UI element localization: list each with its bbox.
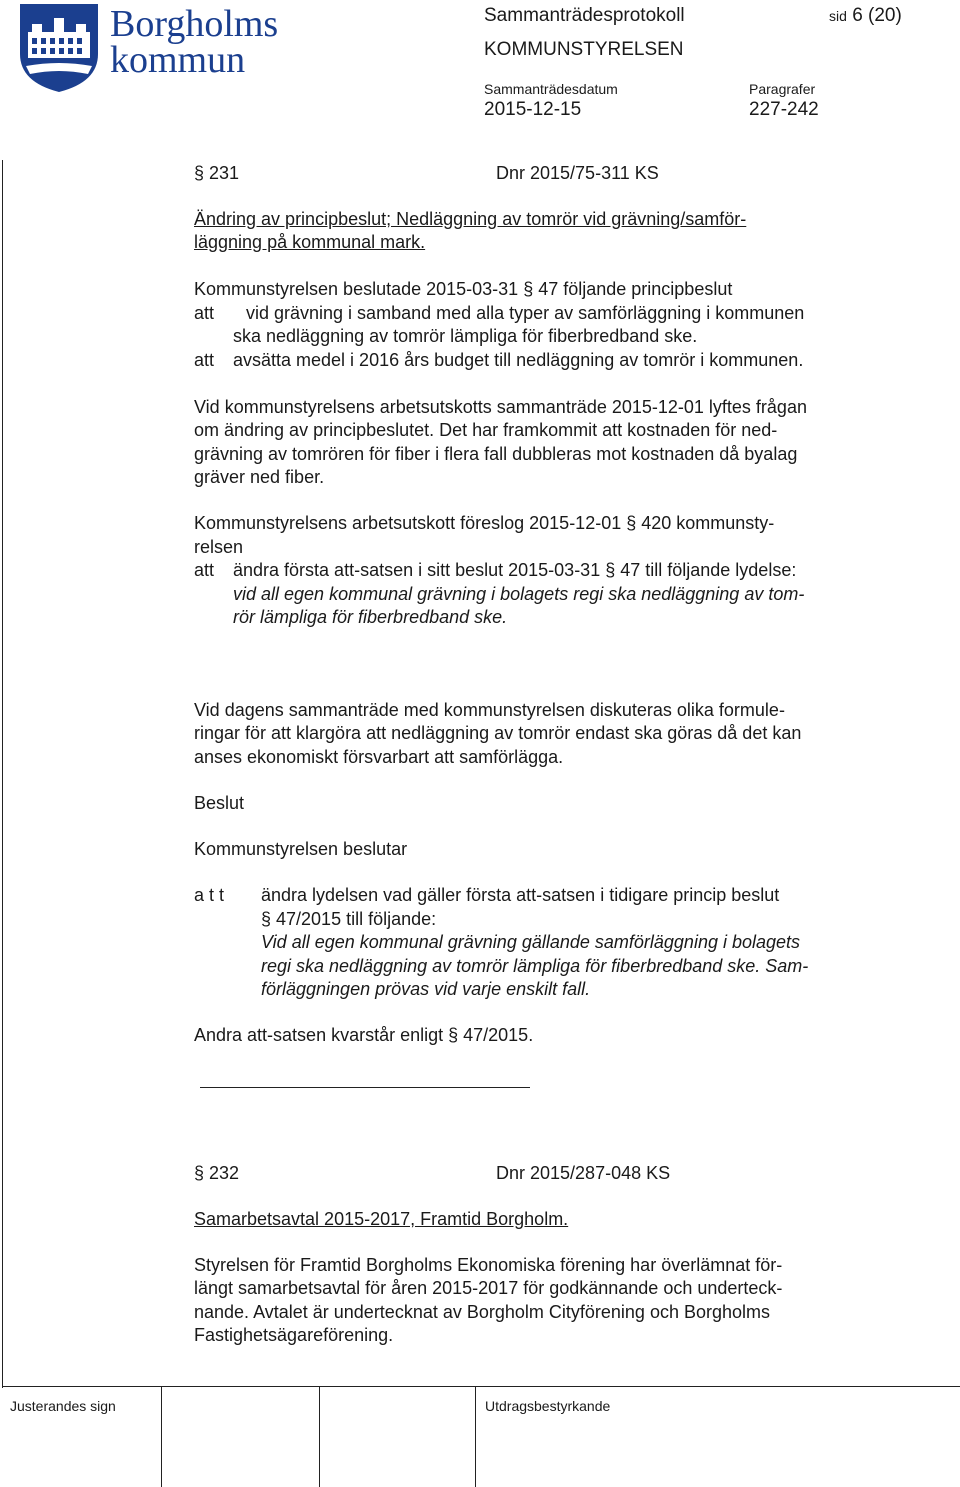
section-number: § 231 (194, 163, 240, 183)
paragraph-text: Kommunstyrelsen beslutar (194, 839, 408, 859)
paragraph-text: Kommunstyrelsens arbetsutskott föreslog 2015-12-01 § 420 kommunsty- (194, 513, 775, 533)
paragraph-text: rör lämpliga för fiberbredband ske. (233, 607, 508, 627)
paragraph-text: ringar för att klargöra att nedläggning av tomrör endast ska göras då det kan (194, 723, 802, 743)
beslut-heading: Beslut (194, 793, 245, 813)
section-title: Samarbetsavtal 2015-2017, Framtid Borgholm. (194, 1209, 569, 1229)
page-value: 6 (20) (852, 5, 902, 26)
paragraph-text: vid grävning i samband med alla typer av samförläggning i kommunen (246, 303, 805, 323)
paragraph-text: längt samarbetsavtal för åren 2015-2017 för godkännande och underteck- (194, 1278, 783, 1298)
section-dnr: Dnr 2015/287-048 KS (496, 1163, 671, 1183)
paragraph-text: om ändring av principbeslutet. Det har framkommit att kostnaden för ned- (194, 420, 778, 440)
paragraph-text: grävning av tomrören för fiber i flera fall dubbleras mot kostnaden då byalag (194, 444, 798, 464)
signature-box-divider (319, 1386, 320, 1487)
margin-line (2, 160, 3, 1388)
signature-label: Justerandes sign (10, 1398, 116, 1414)
coat-of-arms-logo (18, 2, 100, 94)
paragraph-text: nande. Avtalet är undertecknat av Borgholm Cityförening och Borgholms (194, 1302, 770, 1322)
paragraphs-value: 227-242 (749, 99, 819, 120)
paragraph-text: anses ekonomiskt försvarbart att samförlägga. (194, 747, 564, 767)
logo-wordmark-line1: Borgholms (110, 3, 279, 45)
footer-rule (2, 1386, 960, 1387)
extract-certification-label: Utdragsbestyrkande (485, 1398, 611, 1414)
section-title-line1: Ändring av principbeslut; Nedläggning av tomrör vid grävning/samför- (194, 209, 747, 229)
meeting-date-value: 2015-12-15 (484, 99, 582, 120)
paragraph-text: § 47/2015 till följande: (261, 909, 437, 929)
paragraph-text: förläggningen prövas vid varje enskilt fall. (261, 979, 591, 999)
paragraph-text: Vid dagens sammanträde med kommunstyrelsen diskuteras olika formule- (194, 700, 785, 720)
section-dnr: Dnr 2015/75-311 KS (496, 163, 659, 183)
paragraph-text: Vid kommunstyrelsens arbetsutskotts sammanträde 2015-12-01 lyftes frågan (194, 397, 807, 417)
meeting-date-label: Sammanträdesdatum (484, 81, 618, 97)
paragraph-text: Andra att-satsen kvarstår enligt § 47/2015. (194, 1025, 534, 1045)
paragraphs-label: Paragrafer (749, 81, 816, 97)
paragraph-text: ändra lydelsen vad gäller första att-satsen i tidigare princip beslut (261, 885, 780, 905)
page-number (829, 5, 902, 27)
section-divider (200, 1087, 530, 1088)
logo-wordmark-line2: kommun (110, 39, 246, 81)
paragraph-text: relsen (194, 537, 244, 557)
paragraph-text: regi ska nedläggning av tomrör lämpliga för fiberbredband ske. Sam- (261, 956, 809, 976)
att-label: att (194, 350, 215, 370)
paragraph-text: gräver ned fiber. (194, 467, 325, 487)
paragraph-text: Kommunstyrelsen beslutade 2015-03-31 § 47 följande principbeslut (194, 279, 733, 299)
signature-box-divider (161, 1386, 162, 1487)
paragraph-text: ändra första att-satsen i sitt beslut 2015-03-31 § 47 till följande lydelse: (233, 560, 797, 580)
organ-name: KOMMUNSTYRELSEN (484, 39, 684, 60)
section-number: § 232 (194, 1163, 240, 1183)
att-label: a t t (194, 885, 225, 905)
signature-box-divider (475, 1386, 476, 1487)
att-label: att (194, 560, 215, 580)
paragraph-text: Vid all egen kommunal grävning gällande samförläggning i bolagets (261, 932, 801, 952)
paragraph-text: Fastighetsägareförening. (194, 1325, 394, 1345)
section-title-line2: läggning på kommunal mark. (194, 232, 426, 252)
paragraph-text: Styrelsen för Framtid Borgholms Ekonomiska förening har överlämnat för- (194, 1255, 783, 1275)
page-prefix: sid (829, 8, 847, 24)
paragraph-text: vid all egen kommunal grävning i bolagets regi ska nedläggning av tom- (233, 584, 805, 604)
paragraph-text: avsätta medel i 2016 års budget till nedläggning av tomrör i kommunen. (233, 350, 804, 370)
paragraph-text: ska nedläggning av tomrör lämpliga för fiberbredband ske. (233, 326, 698, 346)
document-title: Sammanträdesprotokoll (484, 5, 685, 26)
att-label: att (194, 303, 215, 323)
